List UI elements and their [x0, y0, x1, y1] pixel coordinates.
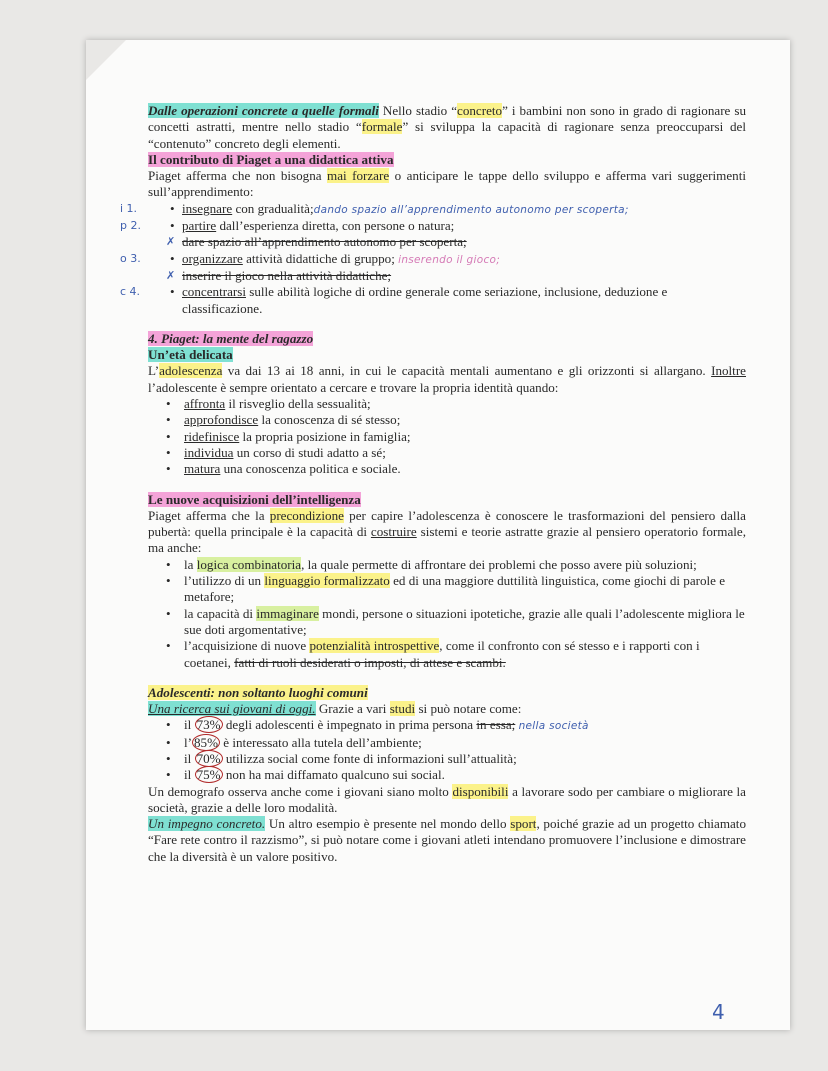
list-acquisizioni: [148, 557, 746, 671]
circled-percent: 73%: [196, 717, 221, 733]
handwritten-note: nella società: [518, 720, 589, 733]
paragraph-acquisizioni: Piaget afferma che la precondizione per capire l’adolescenza è conoscere le trasformazioni del pensiero dalla pubertà: quella principale è la capacità di costruire sistemi e teorie astratte grazie al pensiero operatorio formale, ma anche:: [148, 507, 746, 556]
list-item: • approfondisce la conoscenza di sé stesso;: [166, 412, 401, 428]
heading-acquisizioni: Le nuove acquisizioni dell’intelligenza: [148, 491, 361, 507]
list-item: c 4. • concentrarsi sulle abilità logiche di ordine generale come seriazione, inclusione, deduzione e classificazione.: [120, 284, 668, 316]
paragraph-operazioni: Dalle operazioni concrete a quelle formali Nello stadio “concreto” i bambini non sono in grado di ragionare su concetti astratti, mentre nello stadio “formale” si sviluppa la capacità di ragionare senza preoccuparsi del “contenuto” concreto degli elementi.: [148, 103, 746, 151]
list-item: • il 75% non ha mai diffamato qualcuno sui social.: [166, 767, 445, 783]
heading-contributo: Il contributo di Piaget a una didattica attiva: [148, 151, 394, 167]
list-item: • l’utilizzo di un linguaggio formalizzato ed di una maggiore duttilità linguistica, come giochi di parole e metafore;: [166, 573, 726, 605]
list-item: o 3. • organizzare attività didattiche di gruppo; inserendo il gioco;: [120, 250, 501, 266]
notebook-page: [86, 40, 790, 1030]
heading-eta-delicata: Un’età delicata: [148, 347, 233, 363]
handwritten-note: inserendo il gioco;: [398, 253, 501, 266]
list-item: • ridefinisce la propria posizione in famiglia;: [166, 428, 411, 444]
list-item: • matura una conoscenza politica e sociale.: [166, 461, 401, 477]
list-item: • il 70% utilizza social come fonte di informazioni sull’attualità;: [166, 750, 517, 766]
list-item: • affronta il risveglio della sessualità;: [166, 396, 371, 412]
page-content: [120, 103, 746, 865]
list-item: ✗ dare spazio all’apprendimento autonomo per scoperta;: [166, 234, 467, 250]
circled-percent: 70%: [196, 750, 221, 766]
heading-operazioni: Dalle operazioni concrete a quelle formali: [148, 103, 379, 118]
list-item: • la capacità di immaginare mondi, persone o situazioni ipotetiche, grazie alle quali l’adolescente migliora le sue doti argomentative;: [166, 605, 745, 637]
paragraph-demografo: Un demografo osserva anche come i giovani siano molto disponibili a lavorare sodo per cambiare o migliorare la società, grazie a delle loro modalità.: [148, 783, 746, 815]
list-identita: [148, 396, 746, 477]
page-number: 4: [712, 1000, 725, 1024]
circled-percent: 75%: [196, 767, 221, 783]
list-item: • il 73% degli adolescenti è impegnato in prima persona in essa; nella società: [166, 717, 589, 733]
paragraph-impegno: Un impegno concreto. Un altro esempio è presente nel mondo dello sport, poiché grazie ad un progetto chiamato “Fare rete contro il razzismo”, si può notare come i giovani atleti intendano promuovere l’inclusione e dimostrare che la diversità è un valore positivo.: [148, 816, 746, 864]
heading-luoghi-comuni: Adolescenti: non soltanto luoghi comuni: [148, 684, 368, 700]
list-item: i 1. • insegnare con gradualità;dando spazio all’apprendimento autonomo per scoperta;: [120, 200, 629, 216]
list-item: • la logica combinatoria, la quale permette di affrontare dei problemi che posso avere più soluzioni;: [166, 556, 697, 572]
list-item: • l’ 85% è interessato alla tutela dell’ambiente;: [166, 734, 422, 750]
heading-mente-ragazzo: 4. Piaget: la mente del ragazzo: [148, 330, 314, 346]
list-suggerimenti: [120, 200, 746, 317]
handwritten-note: dando spazio all’apprendimento autonomo per scoperta;: [313, 203, 629, 216]
list-item: • individua un corso di studi adatto a sé;: [166, 444, 386, 460]
folded-corner: [86, 40, 126, 80]
list-statistiche: [148, 717, 746, 783]
circled-percent: 85%: [194, 734, 219, 750]
paragraph-ricerca: Una ricerca sui giovani di oggi. Grazie a vari studi si può notare come:: [148, 701, 522, 717]
list-item: • l’acquisizione di nuove potenzialità introspettive, come il confronto con sé stesso e i rapporti con i coetanei, fatti di ruoli desiderati o imposti, di attese e scambi.: [166, 638, 700, 670]
list-item: p 2. • partire dall’esperienza diretta, con persone o natura;: [120, 218, 455, 234]
list-item: ✗ inserire il gioco nella attività didattiche;: [166, 267, 392, 283]
paragraph-adolescenza: L’adolescenza va dai 13 ai 18 anni, in cui le capacità mentali aumentano e gli orizzonti si allargano. Inoltre l’adolescente è sempre orientato a cercare e trovare la propria identità quando:: [148, 363, 746, 395]
paragraph-contributo: Piaget afferma che non bisogna mai forzare o anticipare le tappe dello sviluppo e afferma vari suggerimenti sull’apprendimento:: [148, 168, 746, 200]
